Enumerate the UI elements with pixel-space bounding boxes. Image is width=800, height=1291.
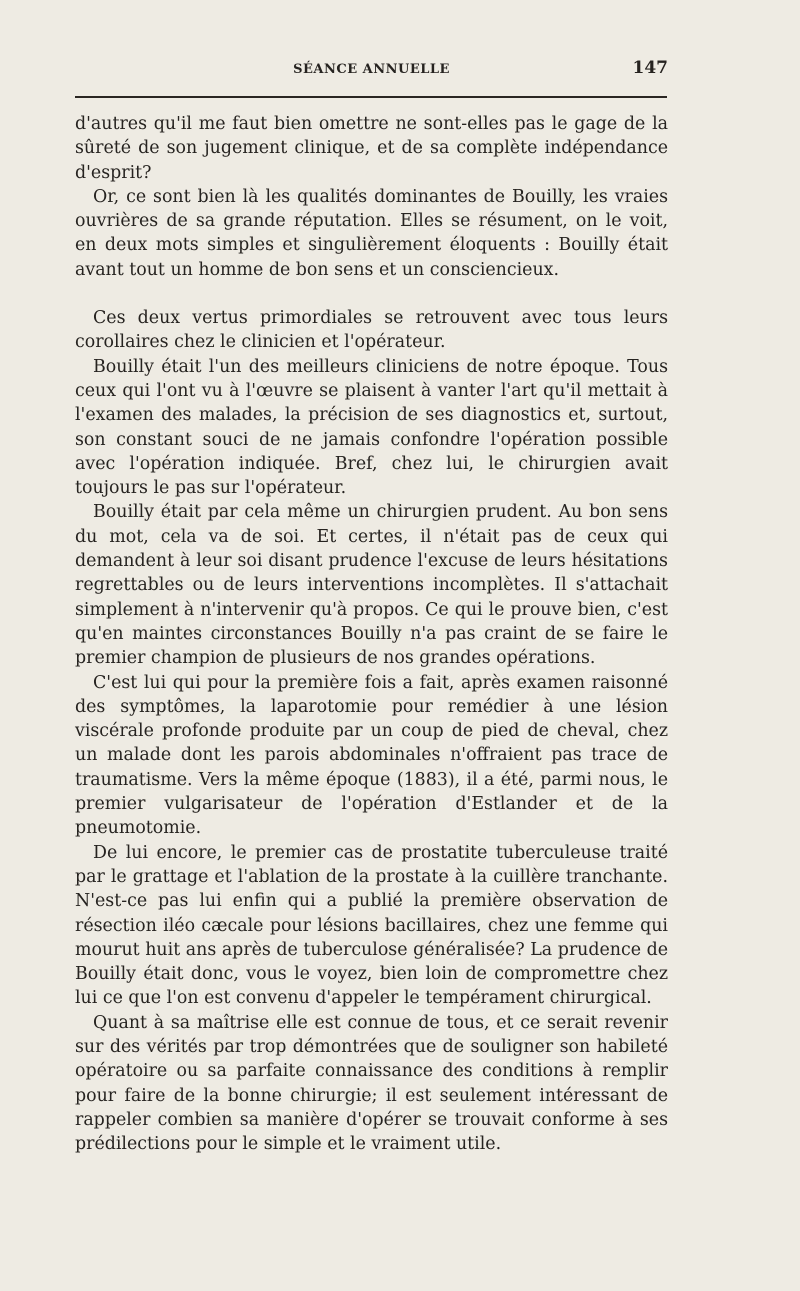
page-number: 147	[632, 58, 668, 78]
body-text	[75, 112, 668, 1156]
paragraph: d'autres qu'il me faut bien omettre ne sont-elles pas le gage de la sûreté de son jugement clinique, et de sa complète indépendance d'esprit?	[75, 114, 668, 183]
paragraph: De lui encore, le premier cas de prostatite tuberculeuse traité par le grattage et l'ablation de la prostate à la cuillère tranchante. N'est-ce pas lui enfin qui a publié la première observation de résection iléo cæcale pour lésions bacillaires, chez une femme qui mourut huit ans après de tuberculose généralisée? La prudence de Bouilly était donc, vous le voyez, bien loin de compromettre chez lui ce que l'on est convenu d'appeler le tempérament chirurgical.	[75, 842, 668, 1009]
page-header	[75, 58, 668, 88]
header-rule	[75, 96, 667, 98]
running-title: SÉANCE ANNUELLE	[293, 62, 450, 77]
paragraph: Or, ce sont bien là les qualités dominantes de Bouilly, les vraies ouvrières de sa grande réputation. Elles se résument, on le voit, en deux mots simples et singulièrement éloquents : Bouilly était avant tout un homme de bon sens et un consciencieux.	[75, 186, 668, 280]
paragraph: Quant à sa maîtrise elle est connue de tous, et ce serait revenir sur des vérités par trop démontrées que de souligner son habileté opératoire ou sa parfaite connaissance des conditions à remplir pour faire de la bonne chirurgie; il est seulement intéressant de rappeler combien sa manière d'opérer se trouvait conforme à ses prédilections pour le simple et le vraiment utile.	[75, 1012, 668, 1155]
paragraph: C'est lui qui pour la première fois a fait, après examen raisonné des symptômes, la laparotomie pour remédier à une lésion viscérale profonde produite par un coup de pied de cheval, chez un malade dont les parois abdominales n'offraient pas trace de traumatisme. Vers la même époque (1883), il a été, parmi nous, le premier vulgarisateur de l'opération d'Estlander et de la pneumotomie.	[75, 672, 668, 839]
paragraph: Bouilly était par cela même un chirurgien prudent. Au bon sens du mot, cela va de soi. Et certes, il n'était pas de ceux qui demandent à leur soi disant prudence l'excuse de leurs hésitations regrettables ou de leurs interventions incomplètes. Il s'attachait simplement à n'intervenir qu'à propos. Ce qui le prouve bien, c'est qu'en maintes circonstances Bouilly n'a pas craint de se faire le premier champion de plusieurs de nos grandes opérations.	[75, 502, 668, 669]
paragraph: Bouilly était l'un des meilleurs cliniciens de notre époque. Tous ceux qui l'ont vu à l'œuvre se plaisent à vanter l'art qu'il mettait à l'examen des malades, la précision de ses diagnostics et, surtout, son constant souci de ne jamais confondre l'opération possible avec l'opération indiquée. Bref, chez lui, le chirurgien avait toujours le pas sur l'opérateur.	[75, 356, 668, 499]
paragraph: Ces deux vertus primordiales se retrouvent avec tous leurs corollaires chez le clinicien et l'opérateur.	[75, 308, 668, 353]
